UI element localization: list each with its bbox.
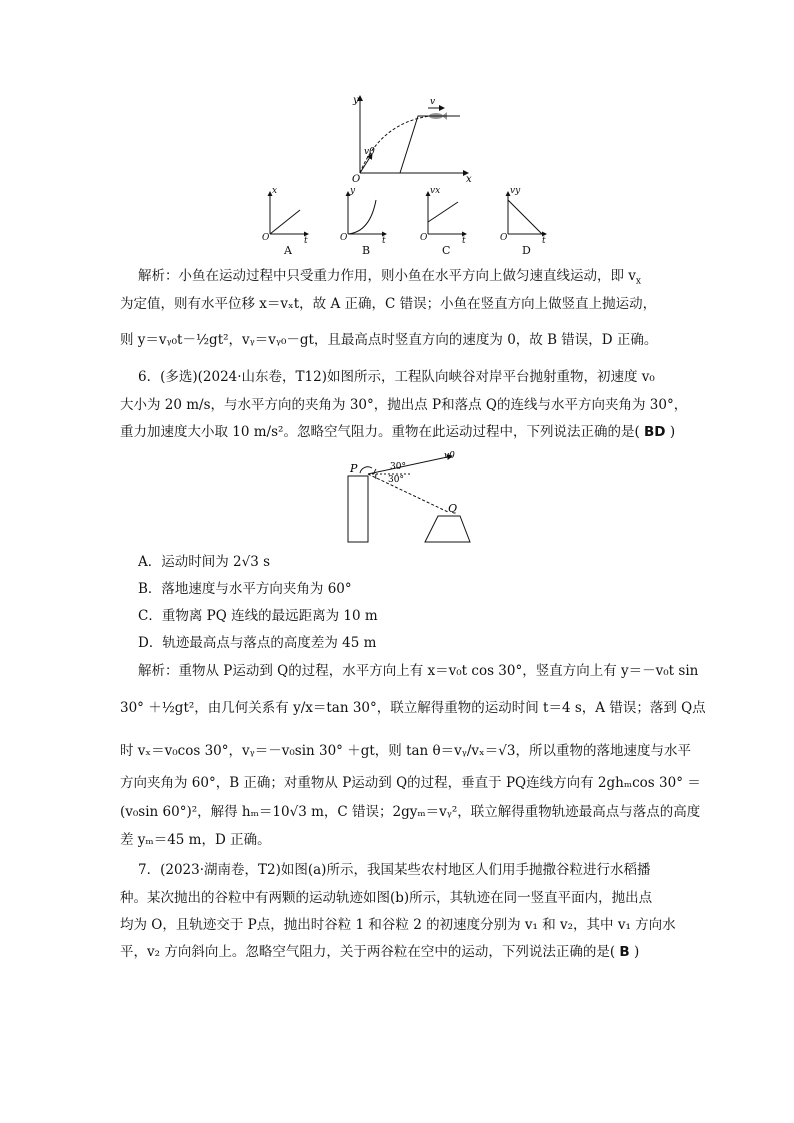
origin-label: O [352, 174, 361, 183]
angle1-label: 30° [390, 462, 406, 472]
cliff-platform [348, 476, 368, 542]
graph-c-letter: C [442, 244, 451, 257]
option-graphs [258, 186, 558, 258]
analysis6-line3: 时 vₓ＝v₀cos 30°，vᵧ＝－v₀sin 30° ＋gt，则 tan θ＝vᵧ/vₓ＝√3，所以重物的落地速度与水平 [120, 743, 691, 759]
analysis6-line5: (v₀sin 60°)²，解得 hₘ＝10√3 m，C 错误；2gyₘ＝vᵧ²，联立解得重物轨迹最高点与落点的高度 [120, 804, 701, 820]
analysis6-line6: 差 yₘ＝45 m，D 正确。 [120, 832, 271, 848]
q6-line3: 重力加速度大小取 10 m/s²。忽略空气阻力。重物在此运动过程中，下列说法正确的是( BD ) [120, 424, 676, 440]
graph-a-xlabel: t [304, 236, 308, 246]
graph-d-ylabel: vy [510, 186, 521, 196]
graph-b-letter: B [362, 244, 371, 257]
axis-x-label: x [466, 174, 472, 183]
landing-platform [425, 516, 470, 542]
graph-c-origin: O [420, 233, 428, 243]
fish-trajectory-figure [340, 88, 480, 183]
q6-option-b: B．落地速度与水平方向夹角为 60° [138, 581, 352, 597]
graph-a [270, 192, 308, 234]
graph-b-xlabel: t [382, 236, 386, 246]
q6-line1: 6．(多选)(2024·山东卷，T12)如图所示，工程队向峡谷对岸平台抛射重物，初速度 v₀ [138, 369, 655, 385]
v-label: v [430, 97, 436, 107]
p-label: P [350, 462, 358, 475]
graph-c-ylabel: vx [430, 186, 441, 196]
v0-arrow [368, 456, 452, 474]
graph-b [348, 192, 386, 234]
v0-label: v0 [444, 451, 455, 461]
q6-option-c: C．重物离 PQ 连线的最远距离为 10 m [138, 608, 378, 624]
q7-line3: 均为 O，且轨迹交于 P点，抛出时谷粒 1 和谷粒 2 的初速度分别为 v₁ 和 v₂，其中 v₁ 方向水 [120, 917, 676, 933]
q7-line2: 种。某次抛出的谷粒中有两颗的运动轨迹如图(b)所示，其轨迹在同一竖直平面内，抛出点 [120, 890, 653, 906]
analysis6-line2: 30° ＋½gt²，由几何关系有 y/x＝tan 30°，联立解得重物的运动时间 t＝4 s，A 错误；落到 Q点 [120, 700, 706, 716]
angle2-label: 30° [388, 475, 404, 485]
q7-line1: 7．(2023·湖南卷，T2)如图(a)所示，我国某些农村地区人们用手抛撒谷粒进行水稻播 [138, 862, 651, 878]
v0-label: v0 [364, 147, 375, 157]
graph-d-origin: O [500, 233, 508, 243]
axis-y-label: y [353, 95, 359, 106]
graph-c-xlabel: t [462, 236, 466, 246]
graph-d-letter: D [522, 244, 531, 257]
q7-answer: B [619, 944, 630, 960]
q-label: Q [448, 502, 458, 515]
analysis6-line1: 解析：重物从 P运动到 Q的过程，水平方向上有 x＝v₀t cos 30°，竖直方向上有 y＝－v₀t sin [138, 663, 699, 679]
trajectory-curve [360, 116, 430, 173]
graph-c [428, 192, 466, 234]
q6-answer: BD [644, 424, 666, 440]
graph-a-origin: O [262, 233, 270, 243]
analysis5-line1: 解析：小鱼在运动过程中只受重力作用，则小鱼在水平方向上做匀速直线运动，即 $v_x$ [138, 268, 641, 287]
q6-option-a: A．运动时间为 2√3 s [138, 554, 271, 570]
q6-line2: 大小为 20 m/s，与水平方向的夹角为 30°，抛出点 P和落点 Q的连线与水平方向夹角为 30°， [120, 397, 688, 413]
graph-a-ylabel: x [272, 186, 278, 196]
analysis6-line4: 方向夹角为 60°，B 正确；对重物从 P运动到 Q的过程，垂直于 PQ连线方向有 2ghₘcos 30° ＝ [120, 775, 701, 791]
graph-b-ylabel: y [350, 186, 356, 196]
projectile-figure [340, 450, 480, 544]
graph-d [508, 192, 546, 234]
q6-option-d: D．轨迹最高点与落点的高度差为 45 m [138, 635, 377, 651]
platform-slope [400, 116, 460, 173]
pq-line [368, 474, 448, 512]
analysis5-line3: 则 y＝vᵧ₀t－½gt²，vᵧ＝vᵧ₀－gt，且最高点时竖直方向的速度为 0，故 B 错误，D 正确。 [120, 332, 658, 348]
graph-b-origin: O [340, 233, 348, 243]
q7-line4: 平，v₂ 方向斜向上。忽略空气阻力，关于两谷粒在空中的运动，下列说法正确的是( B ) [120, 944, 640, 960]
graph-d-xlabel: t [542, 236, 546, 246]
graph-a-letter: A [284, 244, 292, 257]
analysis5-line2: 为定值，则有水平位移 x＝vₓt，故 A 正确，C 错误；小鱼在竖直方向上做竖直上抛运动， [120, 296, 657, 312]
